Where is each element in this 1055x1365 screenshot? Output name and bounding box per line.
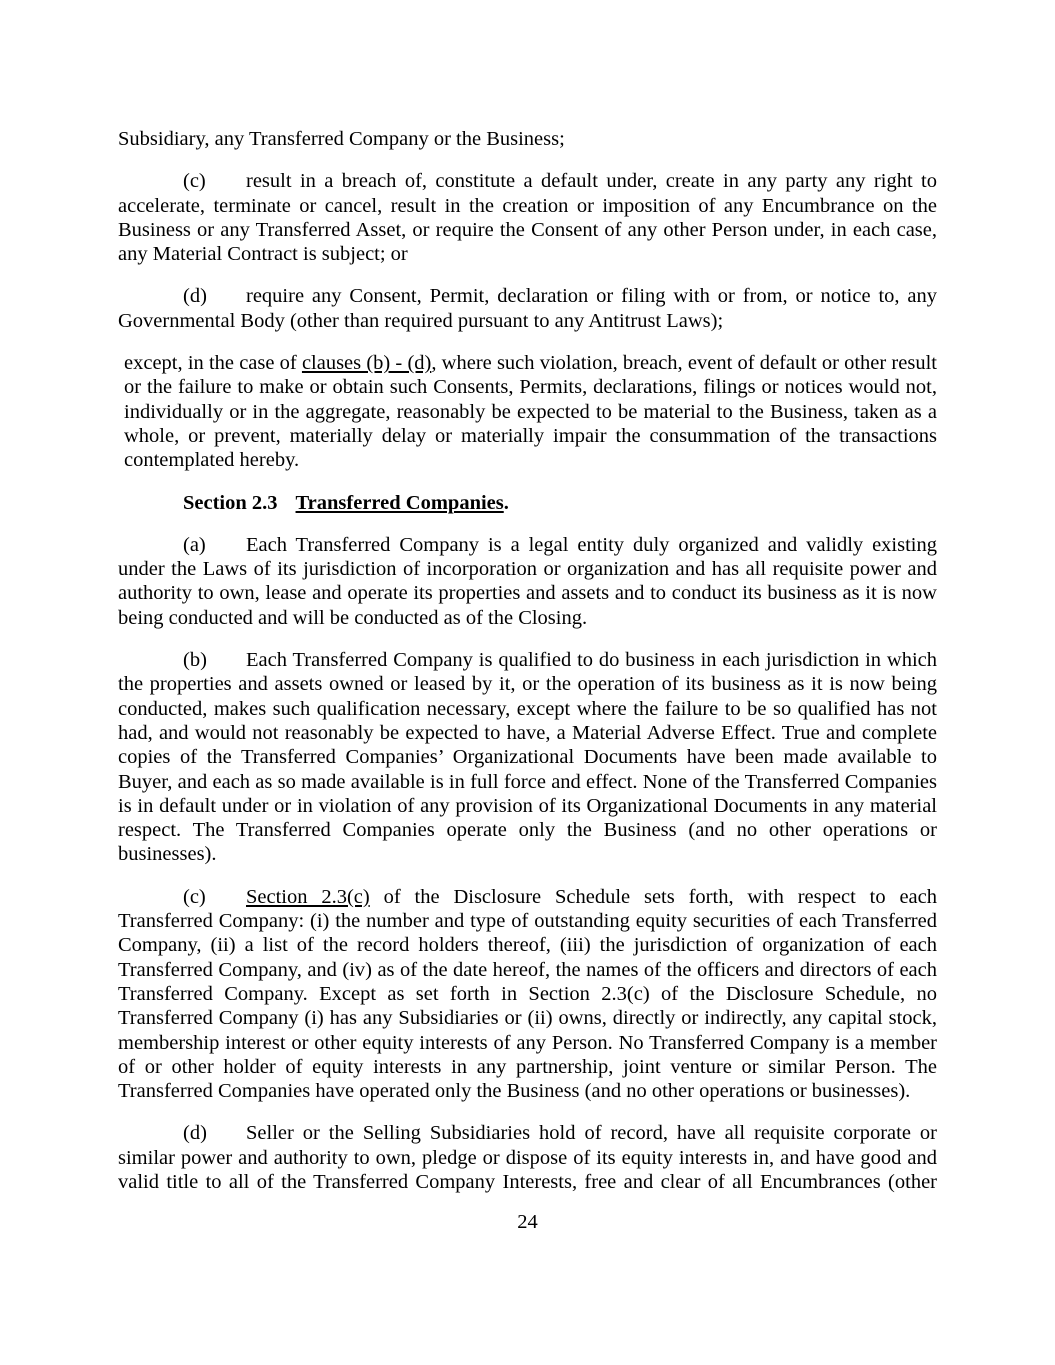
clause-b-label: (b) bbox=[183, 649, 207, 672]
clause-d-text: require any Consent, Permit, declaration or filing with or from, or notice to, any Governmental Body (other than required pursuant to any Antitrust Laws); bbox=[118, 285, 937, 332]
section-2-3c-reference: Section 2.3(c) bbox=[246, 885, 370, 908]
clause-c2-label: (c) bbox=[183, 885, 206, 908]
clause-d2-label: (d) bbox=[183, 1122, 207, 1145]
clause-b-text: Each Transferred Company is qualified to do business in each jurisdiction in which the properties and assets owned or leased by it, or the operation of its business as it is now being conducted, makes such qualification necessary, except where the failure to be so qualified has not had, and would not reasonably be expected to have, a Material Adverse Effect. True and complete copies of the Transferred Companies’ Organizational Documents have been made available to Buyer, and each as so made available is in full force and effect. None of the Transferred Companies is in default under or in violation of any provision of its Organizational Documents in any material respect. The Transferred Companies operate only the Business (and no other operations or businesses). bbox=[118, 649, 937, 866]
paragraph-clause-d-seller-title bbox=[118, 1121, 937, 1194]
clauses-b-d-reference: clauses (b) - (d) bbox=[301, 352, 432, 375]
paragraph-clause-c-disclosure-schedule bbox=[118, 885, 937, 1104]
clause-c-text: result in a breach of, constitute a default under, create in any party any right to accelerate, terminate or cancel, result in the creation or imposition of any Encumbrance on the Business or any Transferred Asset, or require the Consent of any other Person under, in each case, any Material Contract is subject; or bbox=[118, 170, 937, 266]
paragraph-clause-a-legal-entity bbox=[118, 533, 937, 630]
clause-d-label: (d) bbox=[183, 285, 207, 308]
clause-a-label: (a) bbox=[183, 533, 206, 556]
page-number: 24 bbox=[517, 1211, 538, 1233]
clause-c-label: (c) bbox=[183, 170, 206, 193]
clause-c2-text: of the Disclosure Schedule sets forth, with respect to each Transferred Company: (i) the number and type of outstanding equity securities of each Transferred Company, (ii) a list of the record holders thereof, (iii) the jurisdiction of organization of each Transferred Company, and (iv) as of the date hereof, the names of the officers and directors of each Transferred Company. Except as set forth in Section 2.3(c) of the Disclosure Schedule, no Transferred Company (i) has any Subsidiaries or (ii) owns, directly or indirectly, any capital stock, membership interest or other equity interests of any Person. No Transferred Company is a member of or other holder of equity interests in any partnership, joint venture or similar Person. The Transferred Companies have operated only the Business (and no other operations or businesses). bbox=[118, 885, 937, 1103]
clause-a-text: Each Transferred Company is a legal entity duly organized and validly existing under the Laws of its jurisdiction of incorporation or organization and has all requisite power and authority to own, lease and operate its properties and assets and to conduct its business as it is now being conducted and will be conducted as of the Closing. bbox=[118, 533, 937, 629]
except-text-pre: except, in the case of bbox=[124, 352, 302, 375]
section-heading-period: . bbox=[503, 491, 509, 514]
paragraph-clause-c-breach bbox=[118, 169, 937, 266]
paragraph-clause-b-qualified bbox=[118, 648, 937, 867]
except-text-post: , where such violation, breach, event of default or other result or the failure to make or obtain such Consents, Permits, declarations, filings or notices would not, individually or in the aggregate, reasonably be expected to be material to the Business, taken as a whole, or prevent, materially delay or materially impair the consummation of the transactions contemplated hereby. bbox=[124, 352, 937, 472]
paragraph-except-proviso bbox=[124, 351, 937, 472]
paragraph-subsidiary-continuation: Subsidiary, any Transferred Company or the Business; bbox=[118, 128, 565, 150]
paragraph-clause-d-consent bbox=[118, 284, 937, 333]
clause-d2-text: Seller or the Selling Subsidiaries hold of record, have all requisite corporate or similar power and authority to own, pledge or dispose of its equity interests in, and have good and valid title to all of the Transferred Company Interests, free and clear of all Encumbrances (other bbox=[118, 1122, 937, 1193]
section-title: Transferred Companies bbox=[295, 491, 504, 514]
section-number: Section 2.3 bbox=[183, 491, 278, 514]
section-2-3-heading bbox=[118, 491, 937, 515]
